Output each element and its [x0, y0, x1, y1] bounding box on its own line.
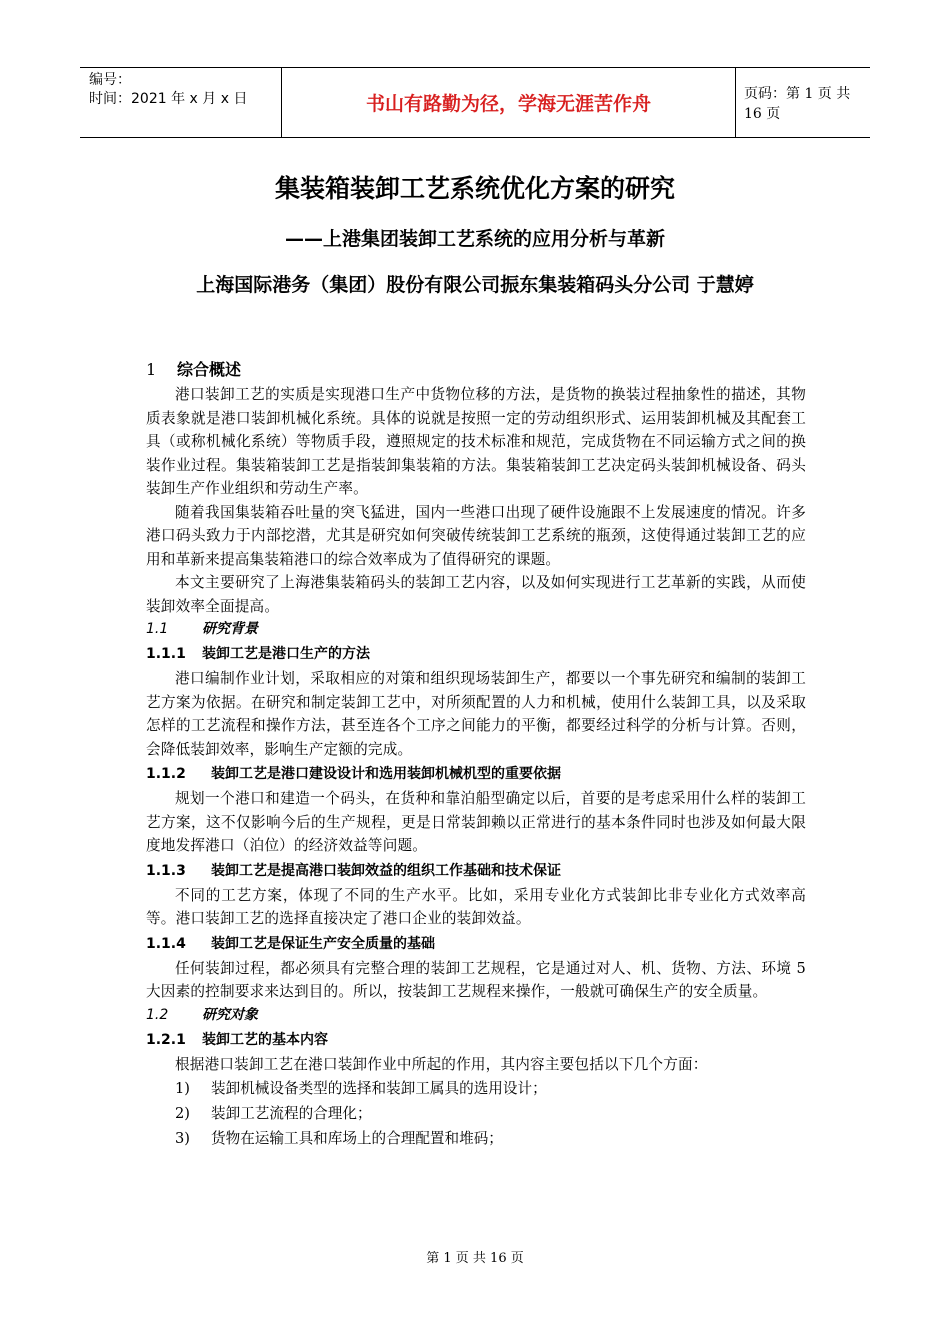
section-heading-1-1-1 [146, 641, 806, 667]
section-heading-1-1-4 [146, 931, 806, 957]
document-author: 上海国际港务（集团）股份有限公司振东集装箱码头分公司 于慧婷 [196, 274, 754, 296]
header-left-cell [80, 68, 281, 137]
paragraph: 港口编制作业计划，采取相应的对策和组织现场装卸生产，都要以一个事先研究和编制的装卸工艺方案为依据。在研究和制定装卸工艺中，对所须配置的人力和机械，使用什么装卸工具，以及采取怎样的工艺流程和操作方法，甚至连各个工序之间能力的平衡，都要经过科学的分析与计算。否则，会降低装卸效率，影响生产定额的完成。 [146, 670, 806, 758]
list-item [146, 1076, 806, 1101]
paragraph: 根据港口装卸工艺在港口装卸作业中所起的作用，其内容主要包括以下几个方面： [175, 1055, 708, 1073]
document-subtitle: ——上港集团装卸工艺系统的应用分析与革新 [284, 228, 665, 250]
code-label: 编号： [89, 72, 131, 88]
list-text: 装卸工艺流程的合理化； [211, 1105, 372, 1122]
section-title: 装卸工艺是提高港口装卸效益的组织工作基础和技术保证 [211, 862, 561, 879]
section-number: 1.1 [146, 621, 169, 637]
section-title: 装卸工艺是港口建设设计和选用装卸机械机型的重要依据 [211, 766, 561, 782]
header-table [80, 67, 870, 138]
section-heading-1-1-2 [146, 761, 806, 787]
list-text: 装卸机械设备类型的选择和装卸工属具的选用设计； [211, 1080, 547, 1097]
paragraph: 任何装卸过程，都必须具有完整合理的装卸工艺规程，它是通过对人、机、货物、方法、环境 5 大因素的控制要求来达到目的。所以，按装卸工艺规程来操作，一般就可确保生产的安全质量。 [146, 959, 806, 1000]
page-footer: 第 1 页 共 16 页 [426, 1251, 524, 1266]
list-text: 货物在运输工具和库场上的合理配置和堆码； [211, 1130, 503, 1147]
paragraph: 规划一个港口和建造一个码头，在货种和靠泊船型确定以后，首要的是考虑采用什么样的装卸工艺方案，这不仅影响今后的生产规程，更是日常装卸赖以正常进行的基本条件同时也涉及如何最大限度地发挥港口（泊位）的经济效益等问题。 [146, 790, 806, 854]
section-title: 研究对象 [202, 1006, 258, 1023]
list-number: 2) [175, 1105, 190, 1122]
section-heading-1 [146, 358, 806, 382]
section-number: 1.1.2 [146, 766, 186, 782]
section-heading-1-2-1 [146, 1027, 806, 1053]
section-heading-1-2 [146, 1004, 806, 1027]
section-title: 研究背景 [202, 621, 258, 637]
section-number: 1.2.1 [146, 1031, 186, 1048]
paragraph: 港口装卸工艺的实质是实现港口生产中货物位移的方法，是货物的换装过程抽象性的描述，其物质表象就是港口装卸机械化系统。具体的说就是按照一定的劳动组织形式、运用装卸机械及其配套工具（或称机械化系统）等物质手段，遵照规定的技术标准和规范，完成货物在不同运输方式之间的换装作业过程。集装箱装卸工艺是指装卸集装箱的方法。集装箱装卸工艺决定码头装卸机械设备、码头装卸生产作业组织和劳动生产率。 [146, 386, 806, 497]
section-number: 1.1.4 [146, 935, 186, 952]
page-info: 页码：第 1 页 共 16 页 [744, 85, 851, 122]
section-heading-1-1 [146, 618, 806, 641]
paragraph: 不同的工艺方案，体现了不同的生产水平。比如，采用专业化方式装卸比非专业化方式效率高等。港口装卸工艺的选择直接决定了港口企业的装卸效益。 [146, 886, 806, 927]
section-number: 1.1.3 [146, 862, 186, 879]
list-item [146, 1126, 806, 1151]
section-title: 综合概述 [177, 360, 242, 379]
section-number: 1 [146, 360, 157, 379]
section-number: 1.2 [146, 1006, 169, 1023]
document-title: 集装箱装卸工艺系统优化方案的研究 [274, 174, 675, 203]
section-title: 装卸工艺是港口生产的方法 [202, 646, 370, 662]
section-title: 装卸工艺是保证生产安全质量的基础 [211, 935, 435, 952]
time-label: 时间：2021 年 x 月 x 日 [89, 91, 248, 107]
list-number: 3) [175, 1130, 190, 1147]
list-number: 1) [175, 1080, 190, 1097]
paragraph: 随着我国集装箱吞吐量的突飞猛进，国内一些港口出现了硬件设施跟不上发展速度的情况。许多港口码头致力于内部挖潜，尤其是研究如何突破传统装卸工艺系统的瓶颈，这使得通过装卸工艺的应用和革新来提高集装箱港口的综合效率成为了值得研究的课题。 [146, 503, 806, 568]
section-title: 装卸工艺的基本内容 [202, 1031, 328, 1048]
section-heading-1-1-3 [146, 858, 806, 884]
list-item [146, 1101, 806, 1126]
document-body [146, 358, 806, 1151]
paragraph: 本文主要研究了上海港集装箱码头的装卸工艺内容，以及如何实现进行工艺革新的实践，从而使装卸效率全面提高。 [146, 574, 806, 615]
motto-text: 书山有路勤为径，学海无涯苦作舟 [281, 68, 736, 137]
section-number: 1.1.1 [146, 646, 186, 662]
